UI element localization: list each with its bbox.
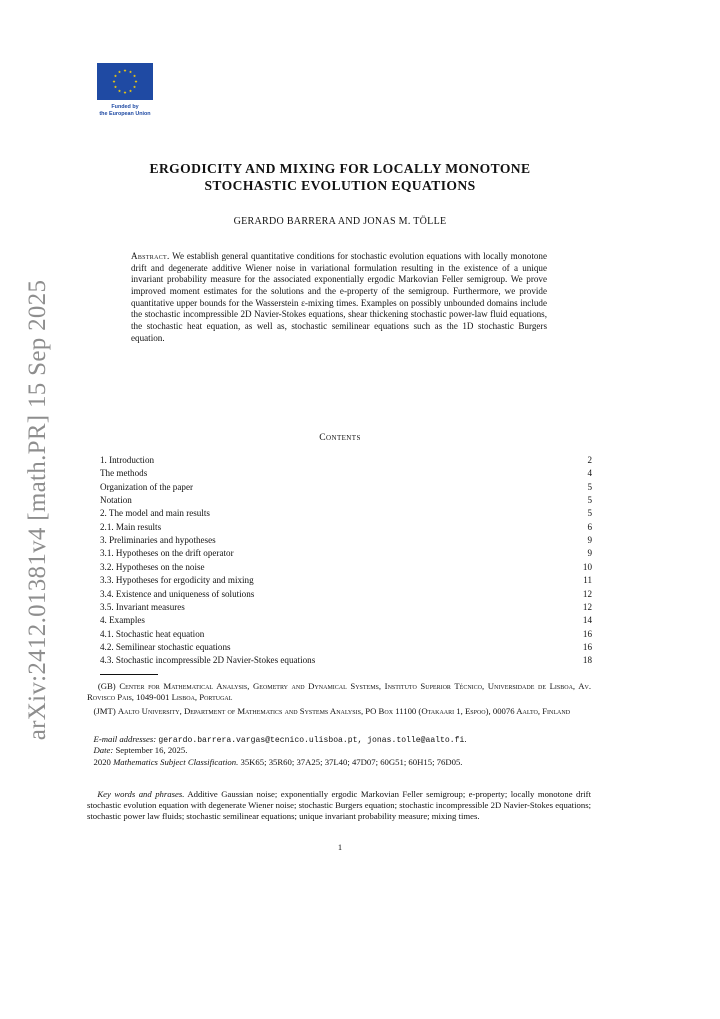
- toc-entry-label: The methods: [100, 468, 148, 479]
- page-number: 1: [337, 842, 343, 852]
- toc-entry-page: 5: [587, 508, 592, 519]
- toc-entry-label: 3.5. Invariant measures: [100, 601, 185, 612]
- toc-entry-page: 11: [583, 575, 592, 586]
- eu-star-icon: [118, 89, 121, 92]
- abstract: [131, 251, 547, 344]
- arxiv-stamp-text: arXiv:2412.01381v4 [math.PR] 15 Sep 2025: [24, 279, 51, 741]
- date-label: Date:: [93, 745, 114, 755]
- msc-label: Mathematics Subject Classification.: [113, 757, 239, 767]
- toc-entry-label: 2.1. Main results: [100, 521, 162, 532]
- toc-entry-page: 14: [582, 615, 592, 626]
- eu-star-icon: [114, 74, 117, 77]
- eu-star-icon: [114, 85, 117, 88]
- toc-entry[interactable]: [100, 654, 592, 666]
- toc-entry[interactable]: [100, 641, 592, 653]
- email-label: E-mail addresses:: [93, 734, 157, 744]
- toc-entry-label: 1. Introduction: [100, 455, 155, 465]
- toc-entry[interactable]: [100, 614, 592, 626]
- toc-entry[interactable]: [100, 507, 592, 519]
- toc-entry-page: 2: [587, 455, 592, 465]
- toc-entry-page: 12: [582, 601, 592, 612]
- footnote-keywords: [87, 789, 591, 822]
- toc-entry-label: 3.2. Hypotheses on the noise: [100, 561, 205, 572]
- toc-entry-label: Organization of the paper: [100, 481, 194, 492]
- eu-caption-line1: Funded by: [111, 104, 139, 110]
- paper-title-line1: ERGODICITY AND MIXING FOR LOCALLY MONOTONE: [149, 161, 531, 176]
- eu-star-icon: [123, 91, 126, 94]
- toc-entry-page: 10: [582, 561, 592, 572]
- footnote-date: [87, 745, 591, 756]
- eu-caption-line2: the European Union: [99, 111, 151, 117]
- contents-heading: Contents: [319, 432, 361, 443]
- toc-entry[interactable]: [100, 454, 592, 466]
- toc-entry-label: Notation: [100, 495, 132, 506]
- toc-entry-label: 3.1. Hypotheses on the drift operator: [100, 548, 234, 559]
- toc-entry-label: 3. Preliminaries and hypotheses: [100, 535, 216, 546]
- toc-entry-page: 18: [582, 655, 592, 666]
- toc-entry-page: 4: [587, 468, 592, 479]
- toc-entry[interactable]: [100, 481, 592, 493]
- toc-entry-label: 3.4. Existence and uniqueness of solutions: [100, 588, 255, 599]
- toc-entry-page: 5: [587, 495, 592, 506]
- toc-entry[interactable]: [100, 588, 592, 600]
- toc-entry-label: 2. The model and main results: [100, 508, 210, 519]
- msc-codes: 35K65; 35R60; 37A25; 37L40; 47D07; 60G51; 60H15; 76D05.: [240, 757, 463, 767]
- eu-star-icon: [129, 70, 132, 73]
- toc-entry-page: 12: [582, 588, 592, 599]
- msc-year: 2020: [93, 757, 111, 767]
- toc-entry-page: 9: [587, 535, 592, 546]
- eu-star-icon: [112, 80, 115, 83]
- toc-entry-label: 4.3. Stochastic incompressible 2D Navier-Stokes equations: [100, 655, 316, 666]
- eu-star-icon: [133, 74, 136, 77]
- toc-entry[interactable]: [100, 547, 592, 559]
- abstract-heading: Abstract.: [131, 251, 170, 261]
- email-addresses[interactable]: gerardo.barrera.vargas@tecnico.ulisboa.pt, jonas.tolle@aalto.fi: [158, 736, 465, 745]
- date-value: September 16, 2025.: [115, 745, 188, 755]
- abstract-text: We establish general quantitative conditions for stochastic evolution equations with locally monotone drift and degenerate additive Wiener noise in variational formulation resulting in the existence of a unique invariant probability measure for the associated exponentially ergodic Markovian Feller semigroup. We prove improved moment estimates for the solutions and the e-property of the semigroup. Furthermore, we provide quantitative upper bounds for the Wasserstein ε-mixing times. Examples on possibly unbounded domains include the stochastic incompressible 2D Navier-Stokes equations, shear thickening stochastic power-law fluid equations, the stochastic heat equation, as well as, stochastic semilinear equations such as the 1D stochastic Burgers equation.: [131, 251, 548, 343]
- toc-entry[interactable]: [100, 574, 592, 586]
- toc-entry-page: 9: [587, 548, 592, 559]
- paper-authors: GERARDO BARRERA AND JONAS M. TÖLLE: [233, 216, 447, 227]
- eu-star-icon: [129, 89, 132, 92]
- gb-tag: (GB): [97, 681, 116, 691]
- toc-entry-page: 6: [587, 521, 592, 532]
- keywords-text: Additive Gaussian noise; exponentially ergodic Markovian Feller semigroup; e-property; locally monotone drift stochastic evolution equation with degenerate Wiener noise; stochastic Burgers equation; stochastic incompressible 2D Navier-Stokes equations; stochastic power law fluids; stochastic semilinear equations; unique invariant probability measure; mixing times.: [87, 789, 591, 821]
- gb-affiliation-text: Center for Mathematical Analysis, Geometry and Dynamical Systems, Instituto Superior Técnico, Universidade de Lisboa, Av. Rovisco Pais, 1049-001 Lisboa, Portugal: [87, 681, 592, 702]
- toc-entry-label: 4. Examples: [100, 615, 145, 626]
- footnote-msc: [87, 757, 591, 768]
- eu-star-icon: [133, 85, 136, 88]
- footnote-gb-affiliation: [87, 681, 591, 703]
- paper-title-line2: STOCHASTIC EVOLUTION EQUATIONS: [204, 178, 476, 193]
- footnote-rule: [100, 674, 158, 675]
- eu-star-icon: [118, 70, 121, 73]
- eu-stars-icon: [97, 63, 153, 100]
- eu-flag-logo: [97, 63, 153, 100]
- toc-entry[interactable]: [100, 534, 592, 546]
- toc-entry-label: 3.3. Hypotheses for ergodicity and mixing: [100, 575, 254, 586]
- toc-entry[interactable]: [100, 467, 592, 479]
- keywords-label: Key words and phrases.: [97, 789, 185, 799]
- toc-entry-page: 5: [587, 481, 592, 492]
- toc-entry[interactable]: [100, 494, 592, 506]
- toc-entry-page: 16: [582, 641, 592, 652]
- footnote-jmt-affiliation: [87, 706, 591, 717]
- toc-entry[interactable]: [100, 561, 592, 573]
- eu-star-icon: [134, 80, 137, 83]
- toc-entry[interactable]: [100, 601, 592, 613]
- jmt-tag: (JMT): [93, 706, 116, 716]
- toc-entry-label: 4.1. Stochastic heat equation: [100, 628, 205, 639]
- toc-entry[interactable]: [100, 628, 592, 640]
- eu-star-icon: [123, 69, 126, 72]
- jmt-affiliation-text: Aalto University, Department of Mathematics and Systems Analysis, PO Box 11100 (Otakaari 1, Espoo), 00076 Aalto, Finland: [117, 706, 571, 716]
- toc-entry-label: 4.2. Semilinear stochastic equations: [100, 641, 231, 652]
- toc-entry[interactable]: [100, 521, 592, 533]
- toc-entry-page: 16: [582, 628, 592, 639]
- footnote-emails: E-mail addresses: gerardo.barrera.vargas@tecnico.ulisboa.pt, jonas.tolle@aalto.fi.: [93, 734, 467, 745]
